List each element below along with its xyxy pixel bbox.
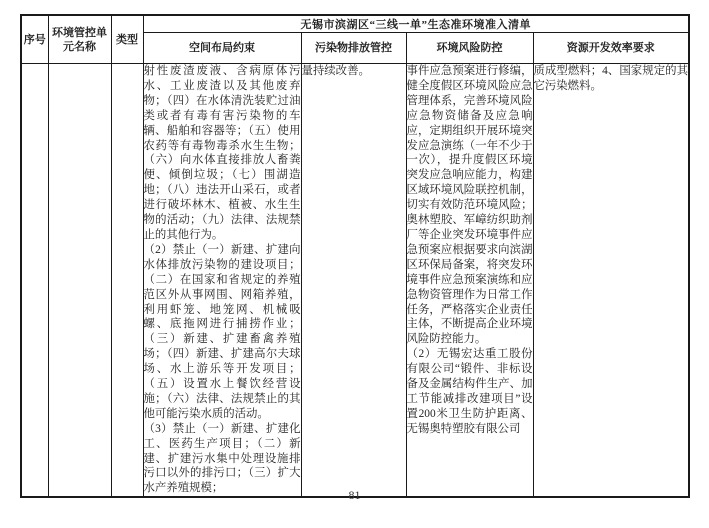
header-resource-efficiency-requirements: 资源开发效率要求 — [533, 33, 689, 64]
cell-serial-number — [21, 64, 48, 498]
header-pollutant-discharge-control: 污染物排放管控 — [301, 33, 406, 64]
cell-resource-efficiency-requirements: 质成型燃料；4、国家规定的其它污染燃料。 — [533, 64, 689, 498]
eco-access-list-table — [20, 14, 690, 498]
cell-type — [111, 64, 143, 498]
header-serial-number: 序号 — [21, 15, 48, 64]
header-control-unit-name: 环境管控单元名称 — [48, 15, 111, 64]
cell-spatial-layout-constraints: 射性废渣废液、含病原体污水、工业废渣以及其他废弃物；（四）在水体清洗装贮过油类或者有毒有害污染物的车辆、船舶和容器等；（五）使用农药等有毒物毒杀水生生物；（六）向水体直接排放人畜粪便、倾倒垃圾；（七）围湖造地；（八）违法开山采石，或者进行破坏林木、植被、水生生物的活动；（九）法律、法规禁止的其他行为。 （2）禁止（一）新建、扩建向水体排放污染物的建设项目；（二）在国家和省规定的养殖范区外从事网围、网箱养殖，利用虾笼、地笼网、机械吸螺、底拖网进行捕捞作业；（三）新建、扩建畜禽养殖场；（四）新建、扩建高尔夫球场、水上游乐等开发项目；（五）设置水上餐饮经营设施；（六）法律、法规禁止的其他可能污染水质的活动。 （3）禁止（一）新建、扩建化工、医药生产项目；（二）新建、扩建污水集中处理设施排污口以外的排污口；（三）扩大水产养殖规模； — [143, 64, 301, 498]
header-environmental-risk-control: 环境风险防控 — [406, 33, 533, 64]
cell-environmental-risk-control: 事件应急预案进行修编，健全度假区环境风险应急管理体系，完善环境风险应急物资储备及应急响应，定期组织开展环境突发应急演练（一年不少于一次），提升度假区环境突发应急响应能力，构建区域环境风险联控机制，切实有效防范环境风险；奥林塑胶、军嶂纺织助剂厂等企业突发环境事件应急预案应根据要求向滨湖区环保局备案，将突发环境事件应急预案演练和应急物资管理作为日常工作任务，严格落实企业责任主体，不断提高企业环境风险防控能力。 （2）无锡宏达重工股份有限公司“锻件、非标设备及金属结构件生产、加工节能减排改建项目”设置200米卫生防护距离、无锡奥特塑胶有限公司 — [406, 64, 533, 498]
header-spatial-layout-constraints: 空间布局约束 — [143, 33, 301, 64]
page-number: 81 — [348, 488, 361, 502]
header-type: 类型 — [111, 15, 143, 64]
table-title: 无锡市滨湖区“三线一单”生态准环境准入清单 — [143, 15, 689, 33]
cell-control-unit-name — [48, 64, 111, 498]
cell-pollutant-discharge-control: 量持续改善。 — [301, 64, 406, 498]
